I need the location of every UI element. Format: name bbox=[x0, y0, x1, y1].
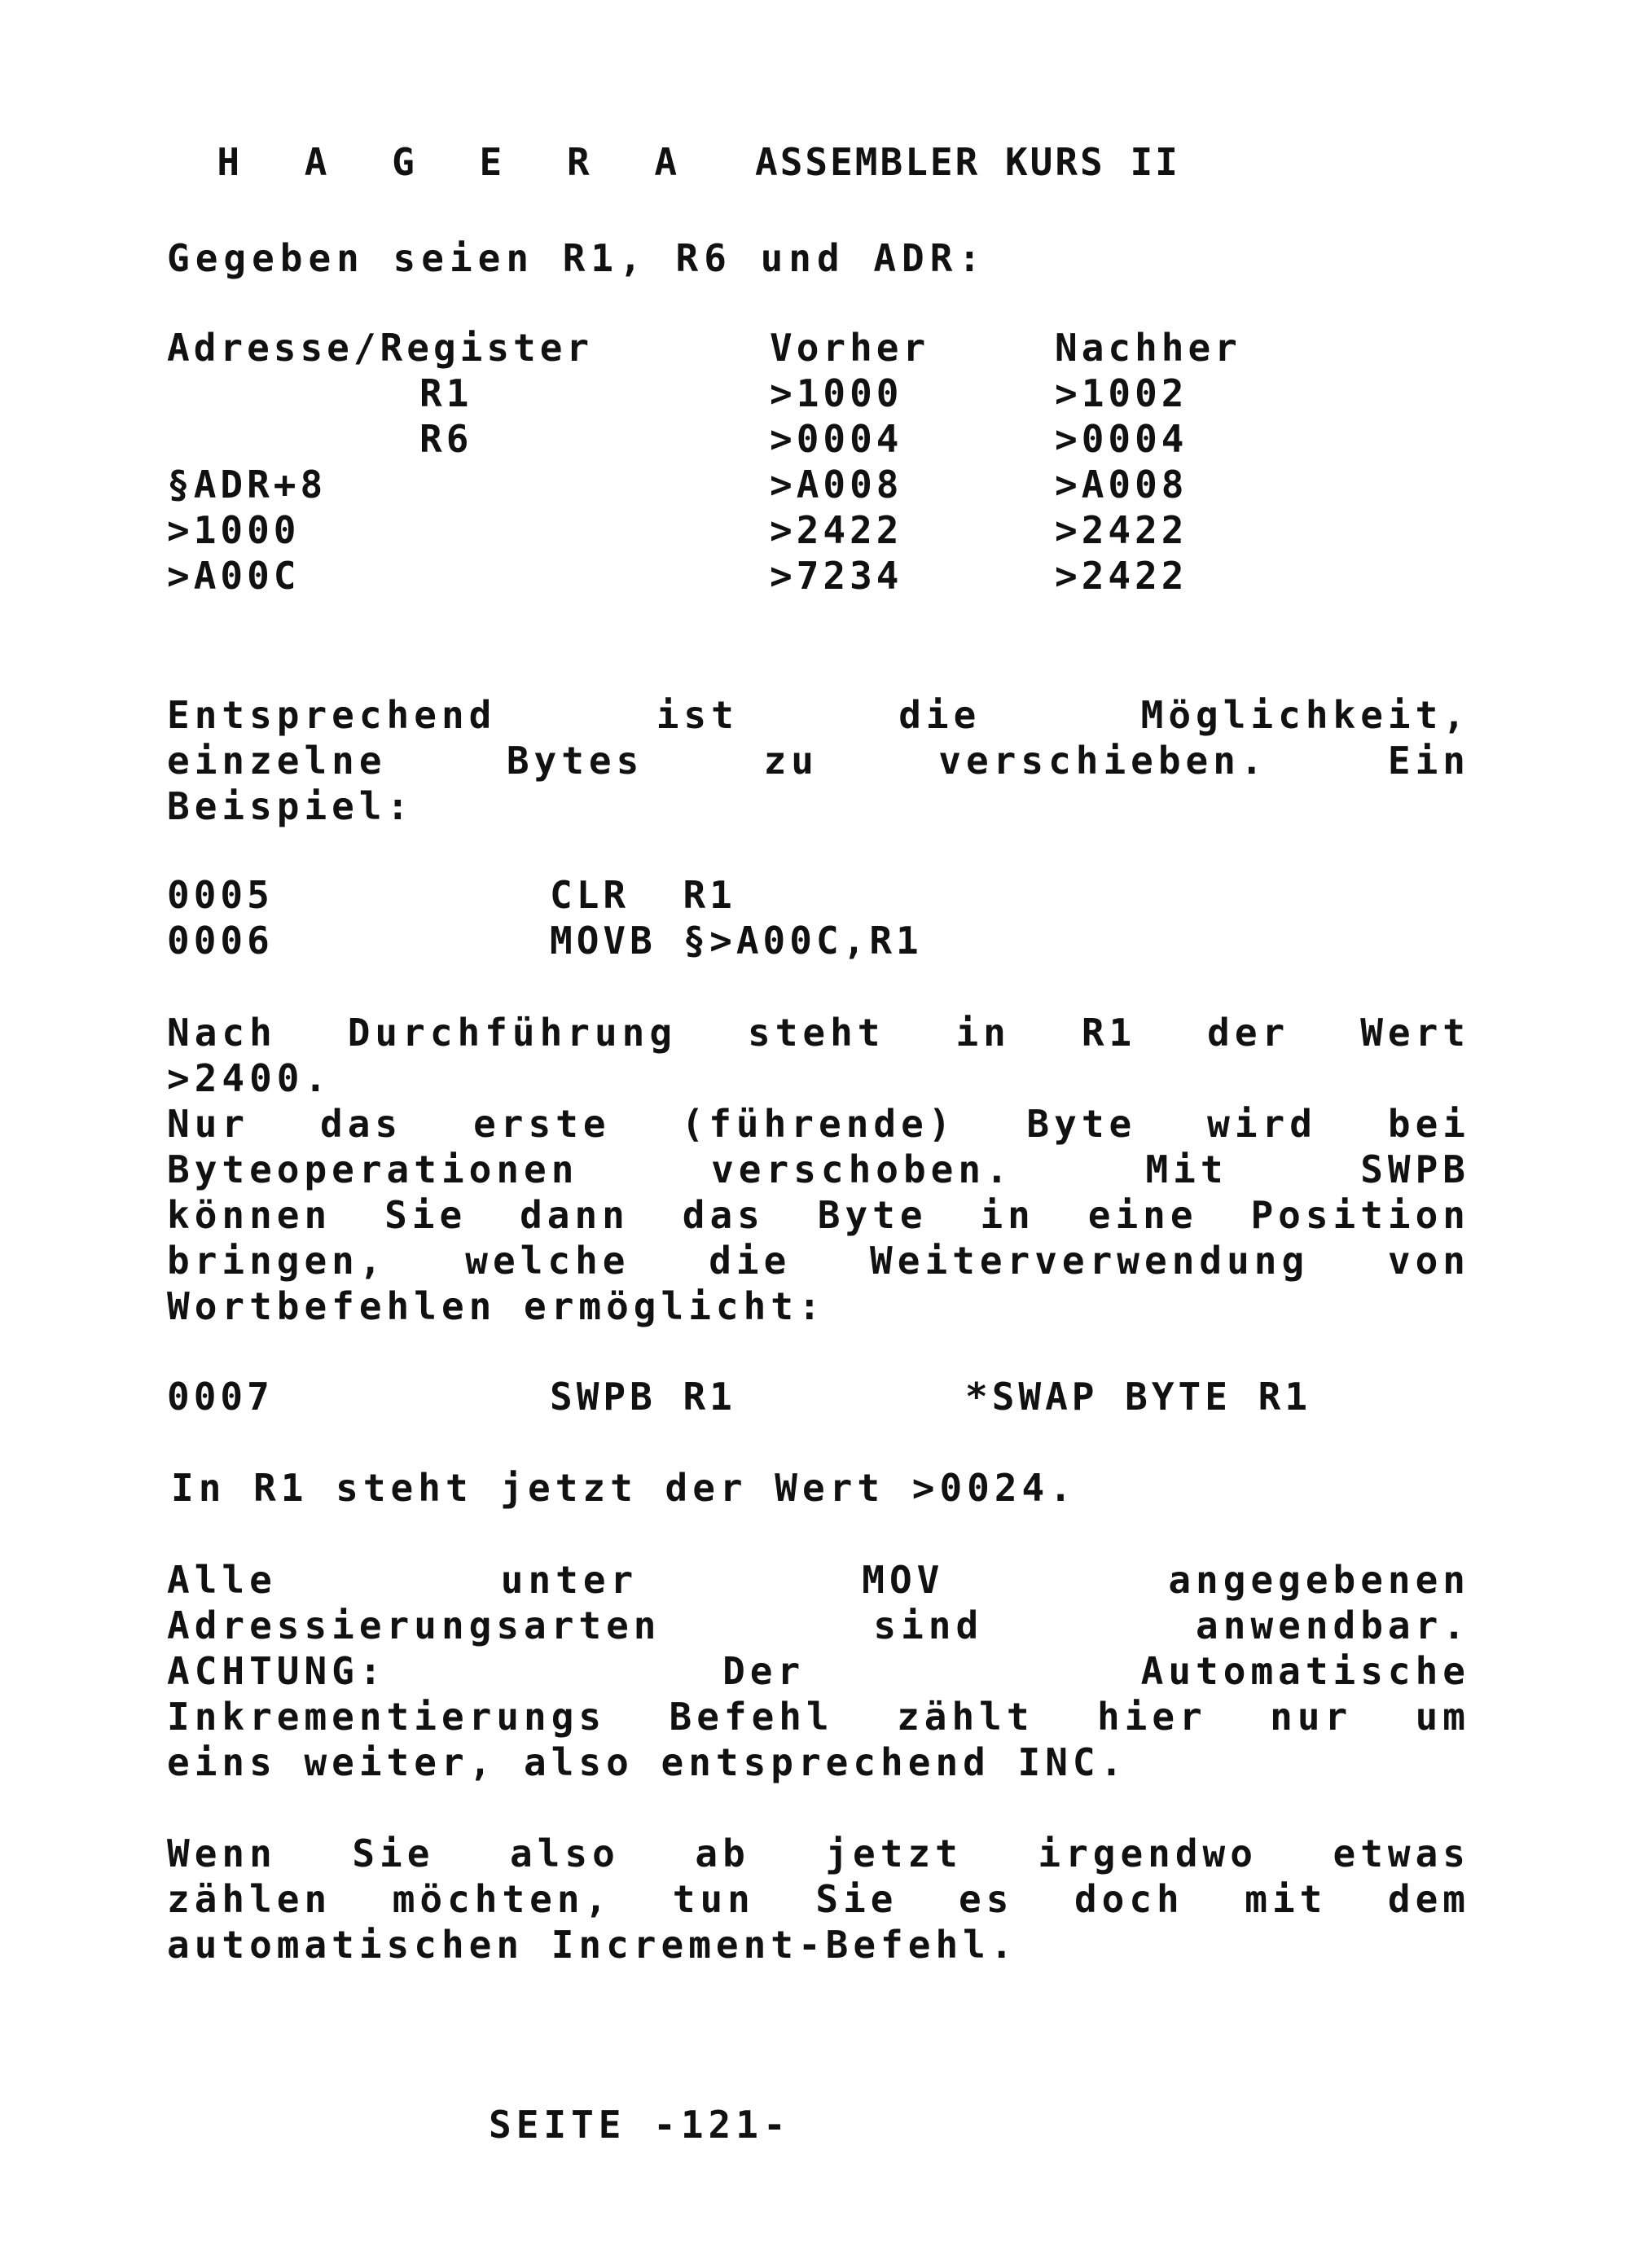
table-row bbox=[167, 463, 1470, 508]
paragraph-swpb bbox=[167, 1010, 1470, 1329]
table-cell-before: >A008 bbox=[770, 463, 903, 507]
page-number: SEITE -121- bbox=[489, 2103, 791, 2147]
column-header-after: Nachher bbox=[1055, 326, 1241, 370]
text-line: Wortbefehlen ermöglicht: bbox=[167, 1284, 826, 1328]
table-row bbox=[167, 508, 1470, 554]
text-line: eins weiter, also entsprechend INC. bbox=[167, 1740, 1128, 1784]
code-instruction: MOVB §>A00C,R1 bbox=[550, 919, 923, 963]
table-cell-before: >2422 bbox=[770, 508, 903, 552]
text-line: >2400. bbox=[167, 1056, 332, 1100]
course-title: ASSEMBLER KURS II bbox=[755, 140, 1180, 184]
text-line: Entsprechend ist die Möglichkeit, bbox=[167, 693, 1470, 737]
table-cell-before: >0004 bbox=[770, 417, 903, 461]
text-line: Inkrementierungs Befehl zählt hier nur um bbox=[167, 1695, 1470, 1739]
text-line: Alle unter MOV angegebenen bbox=[167, 1558, 1470, 1602]
text-line: bringen, welche die Weiterverwendung von bbox=[167, 1239, 1470, 1283]
column-header-address: Adresse/Register bbox=[167, 326, 594, 370]
text-line: automatischen Increment-Befehl. bbox=[167, 1923, 1018, 1967]
table-cell-after: >2422 bbox=[1055, 508, 1188, 552]
paragraph-addressing bbox=[167, 1557, 1470, 1785]
table-cell-address: R6 bbox=[419, 417, 473, 461]
code-line-number: 0005 bbox=[167, 873, 274, 917]
table-cell-before: >1000 bbox=[770, 371, 903, 415]
table-cell-after: >2422 bbox=[1055, 554, 1188, 598]
code-line-number: 0007 bbox=[167, 1375, 274, 1419]
code-line bbox=[167, 873, 1511, 919]
text-line: können Sie dann das Byte in eine Position bbox=[167, 1193, 1470, 1237]
table-cell-after: >A008 bbox=[1055, 463, 1188, 507]
result-text: In R1 steht jetzt der Wert >0024. bbox=[171, 1466, 1077, 1510]
code-line-number: 0006 bbox=[167, 919, 274, 963]
text-line: zählen möchten, tun Sie es doch mit dem bbox=[167, 1877, 1470, 1921]
text-line: Wenn Sie also ab jetzt irgendwo etwas bbox=[167, 1832, 1470, 1875]
table-cell-address: R1 bbox=[419, 371, 473, 415]
code-comment: *SWAP BYTE R1 bbox=[965, 1375, 1312, 1419]
table-cell-address: >A00C bbox=[167, 554, 301, 598]
text-line: ACHTUNG: Der Automatische bbox=[167, 1649, 1470, 1693]
code-listing-2 bbox=[167, 1375, 1511, 1420]
text-line: einzelne Bytes zu verschieben. Ein bbox=[167, 739, 1470, 783]
table-cell-after: >0004 bbox=[1055, 417, 1188, 461]
column-header-before: Vorher bbox=[770, 326, 930, 370]
text-line: Beispiel: bbox=[167, 784, 415, 828]
table-cell-address: §ADR+8 bbox=[167, 463, 327, 507]
table-row bbox=[167, 371, 1470, 417]
code-instruction: CLR R1 bbox=[550, 873, 736, 917]
table-header bbox=[167, 326, 1470, 371]
paragraph-byte-move bbox=[167, 692, 1470, 829]
code-instruction: SWPB R1 bbox=[550, 1375, 736, 1419]
text-line: Byteoperationen verschoben. Mit SWPB bbox=[167, 1147, 1470, 1191]
code-line bbox=[167, 919, 1511, 964]
text-line: Nach Durchführung steht in R1 der Wert bbox=[167, 1011, 1470, 1055]
table-cell-before: >7234 bbox=[770, 554, 903, 598]
text-line: Nur das erste (führende) Byte wird bei bbox=[167, 1102, 1470, 1146]
page-header bbox=[167, 96, 1180, 184]
table-cell-address: >1000 bbox=[167, 508, 301, 552]
paragraph-increment bbox=[167, 1831, 1470, 1968]
table-row bbox=[167, 417, 1470, 463]
intro-text: Gegeben seien R1, R6 und ADR: bbox=[167, 236, 987, 280]
table-row bbox=[167, 554, 1470, 599]
table-cell-after: >1002 bbox=[1055, 371, 1188, 415]
brand-name: H A G E R A bbox=[217, 140, 699, 184]
text-line: Adressierungsarten sind anwendbar. bbox=[167, 1603, 1470, 1647]
